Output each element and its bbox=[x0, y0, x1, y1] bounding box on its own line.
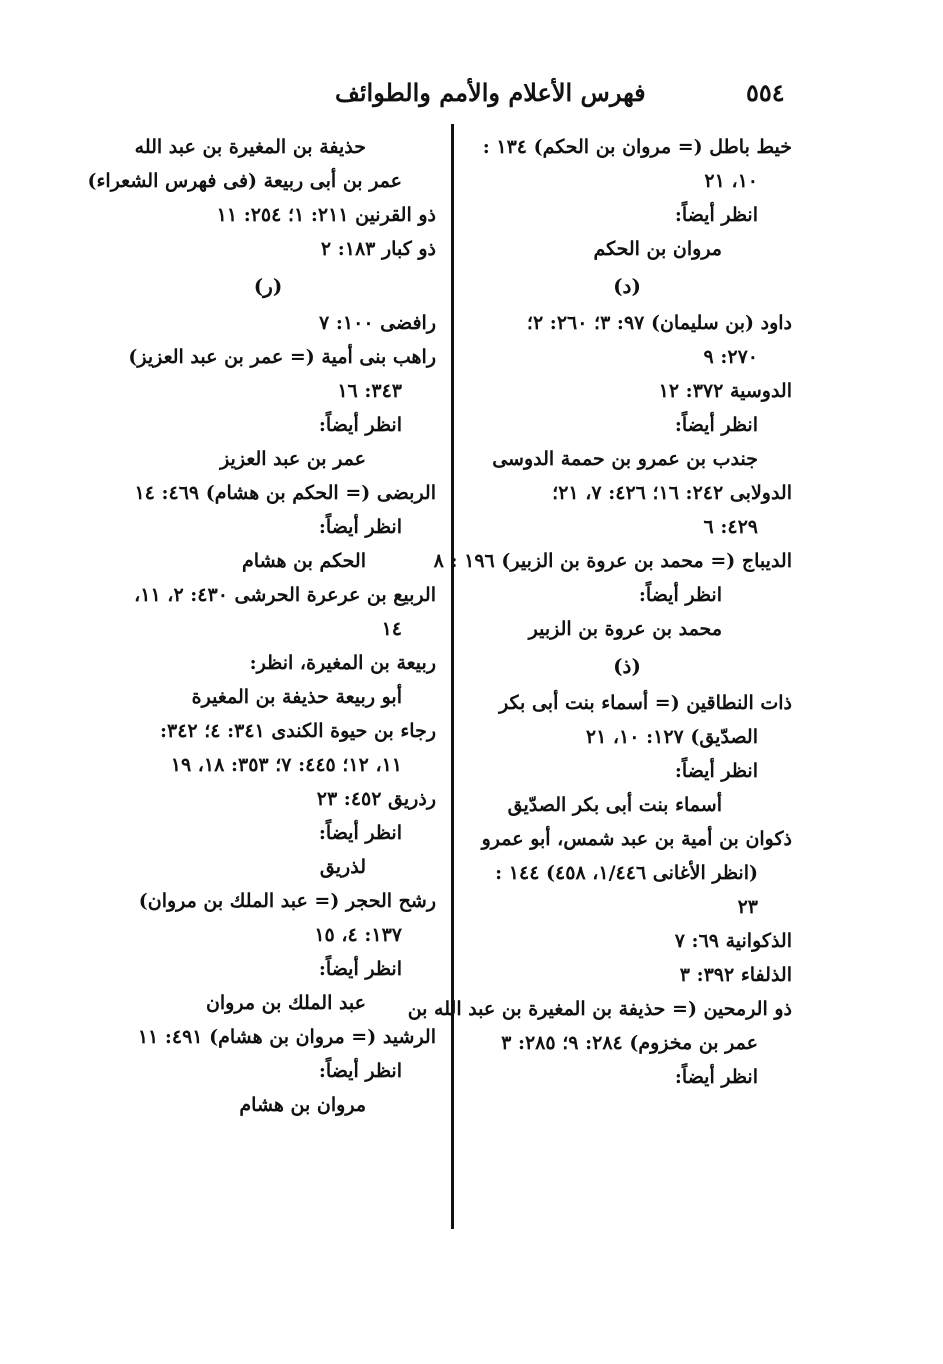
index-entry-line: عمر بن عبد العزيز bbox=[220, 448, 366, 470]
index-entry-line: محمد بن عروة بن الزبير bbox=[528, 618, 722, 640]
index-entry-line: الدوسية ٣٧٢: ١٢ bbox=[658, 380, 792, 402]
index-entry-line: عمر بن أبى ربيعة (فى فهرس الشعراء) bbox=[87, 170, 402, 192]
index-entry-line: الديباج (= محمد بن عروة بن الزبير) ١٩٦ : ٨ bbox=[433, 550, 792, 572]
index-entry-line: الصدّيق) ١٢٧: ١٠، ٢١ bbox=[585, 726, 758, 748]
index-entry-line: ذكوان بن أمية بن عبد شمس، أبو عمرو bbox=[481, 828, 792, 850]
index-entry-line: جندب بن عمرو بن حممة الدوسى bbox=[492, 448, 758, 470]
index-entry-line: ١٣٧: ٤، ١٥ bbox=[314, 924, 402, 946]
index-entry-line: انظر أيضاً: bbox=[674, 1066, 758, 1088]
index-entry-line: ذو القرنين ٢١١: ١؛ ٢٥٤: ١١ bbox=[216, 204, 436, 226]
index-entry-line: حذيفة بن المغيرة بن عبد الله bbox=[134, 136, 366, 158]
index-entry-line: الذكوانية ٦٩: ٧ bbox=[674, 930, 792, 952]
index-entry-line: ١٠، ٢١ bbox=[704, 170, 758, 192]
right-column bbox=[407, 130, 792, 1094]
left-column bbox=[87, 130, 436, 1122]
index-entry-line: أسماء بنت أبى بكر الصدّيق bbox=[507, 794, 722, 816]
index-entry-line: ١٤ bbox=[381, 618, 402, 640]
index-entry-line: عبد الملك بن مروان bbox=[205, 992, 366, 1014]
index-entry-line: الرشيد (= مروان بن هشام) ٤٩١: ١١ bbox=[137, 1026, 436, 1048]
index-entry-line: رجاء بن حيوة الكندى ٣٤١: ٤؛ ٣٤٢: bbox=[159, 720, 436, 742]
index-entry-line: الذلفاء ٣٩٢: ٣ bbox=[679, 964, 792, 986]
index-entry-line: الدولابى ٢٤٢: ١٦؛ ٤٢٦: ٧، ٢١؛ bbox=[552, 482, 792, 504]
index-entry-line: انظر أيضاً: bbox=[318, 1060, 402, 1082]
index-entry-line: مروان بن الحكم bbox=[593, 238, 722, 260]
index-entry-line: الربيع بن عرعرة الحرشى ٤٣٠: ٢، ١١، bbox=[134, 584, 436, 606]
index-entry-line: انظر أيضاً: bbox=[318, 822, 402, 844]
index-entry-line: عمر بن مخزوم) ٢٨٤: ٩؛ ٢٨٥: ٣ bbox=[501, 1032, 758, 1054]
index-entry-line: ٤٢٩: ٦ bbox=[703, 516, 758, 538]
index-entry-line: خيط باطل (= مروان بن الحكم) ١٣٤ : bbox=[482, 136, 792, 158]
index-entry-line: انظر أيضاً: bbox=[318, 414, 402, 436]
index-entry-line: الربضى (= الحكم بن هشام) ٤٦٩: ١٤ bbox=[134, 482, 436, 504]
index-entry-line: ذو الرمحين (= حذيفة بن المغيرة بن عبد الله بن bbox=[407, 998, 792, 1020]
section-letter: (ذ) bbox=[613, 654, 641, 678]
index-entry-line: ١١، ١٢؛ ٤٤٥: ٧؛ ٣٥٣: ١٨، ١٩ bbox=[170, 754, 402, 776]
running-title: فهرس الأعلام والأمم والطوائف bbox=[335, 78, 646, 107]
index-entry-line: ٢٧٠: ٩ bbox=[703, 346, 758, 368]
index-entry-line: انظر أيضاً: bbox=[674, 760, 758, 782]
index-entry-line: انظر أيضاً: bbox=[674, 204, 758, 226]
index-entry-line: رافضى ١٠٠: ٧ bbox=[319, 312, 436, 334]
index-entry-line: انظر أيضاً: bbox=[674, 414, 758, 436]
index-entry-line: راهب بنى أمية (= عمر بن عبد العزيز) bbox=[128, 346, 436, 368]
section-letter: (د) bbox=[613, 274, 641, 298]
index-entry-line: مروان بن هشام bbox=[239, 1094, 366, 1116]
index-entry-line: انظر أيضاً: bbox=[318, 958, 402, 980]
index-entry-line: ذو كبار ١٨٣: ٢ bbox=[320, 238, 436, 260]
index-entry-line: ٢٣ bbox=[737, 896, 758, 918]
index-entry-line: (انظر الأغانى ١/٤٤٦، ٤٥٨) ١٤٤ : bbox=[495, 862, 758, 884]
index-entry-line: ذات النطاقين (= أسماء بنت أبى بكر bbox=[499, 692, 792, 714]
section-letter: (ر) bbox=[253, 274, 283, 298]
index-entry-line: داود (بن سليمان) ٩٧: ٣؛ ٢٦٠: ٢؛ bbox=[526, 312, 792, 334]
column-divider bbox=[451, 124, 454, 1229]
index-entry-line: رذريق ٤٥٢: ٢٣ bbox=[316, 788, 436, 810]
page-number: ٥٥٤ bbox=[746, 78, 785, 107]
index-entry-line: انظر أيضاً: bbox=[638, 584, 722, 606]
index-entry-line: أبو ربيعة حذيفة بن المغيرة bbox=[191, 686, 402, 708]
index-entry-line: ربيعة بن المغيرة، انظر: bbox=[249, 652, 436, 674]
index-entry-line: لذريق bbox=[319, 856, 366, 878]
index-entry-line: انظر أيضاً: bbox=[318, 516, 402, 538]
index-entry-line: ٣٤٣: ١٦ bbox=[337, 380, 402, 402]
index-entry-line: الحكم بن هشام bbox=[242, 550, 366, 572]
index-entry-line: رشح الحجر (= عبد الملك بن مروان) bbox=[138, 890, 436, 912]
